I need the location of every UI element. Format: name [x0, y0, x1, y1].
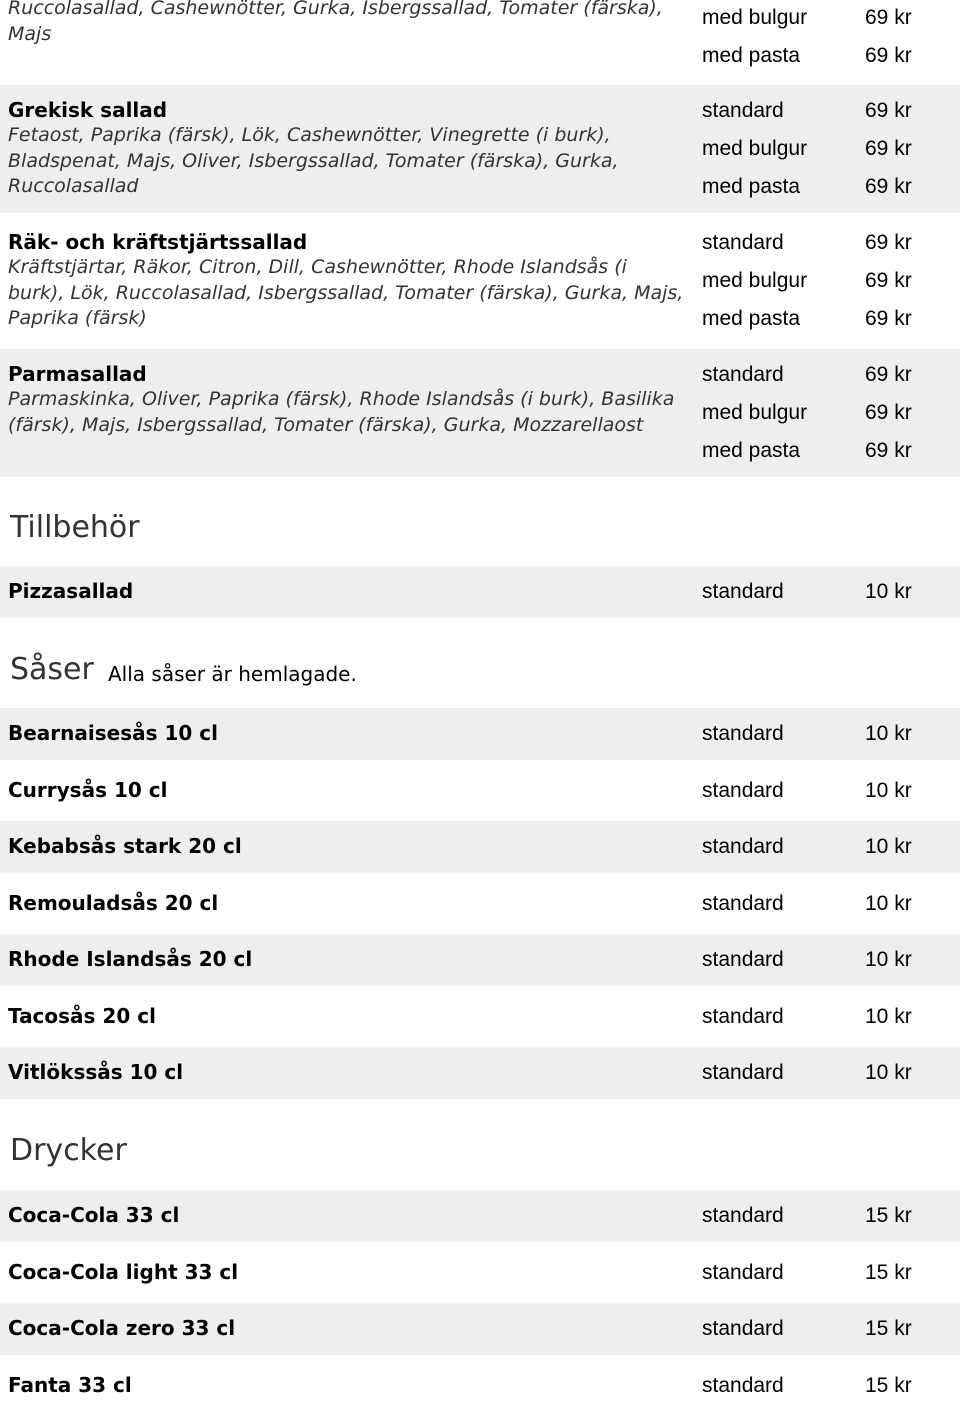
variant-option — [702, 432, 942, 470]
variant-option — [702, 1310, 942, 1348]
item-name: Fanta 33 cl — [8, 1373, 132, 1397]
variant-option — [702, 1367, 942, 1405]
variant-price: 69 kr — [865, 439, 912, 462]
variant-price: 69 kr — [865, 175, 912, 198]
variant-option — [702, 262, 942, 300]
variant-label: med bulgur — [702, 137, 808, 160]
item-name: Remouladsås 20 cl — [8, 891, 219, 915]
menu-item-salad-continued — [0, 0, 960, 78]
variant-label: med pasta — [702, 175, 801, 198]
variant-label: standard — [702, 1261, 784, 1284]
item-name: Bearnaisesås 10 cl — [8, 721, 218, 745]
variant-option — [702, 885, 942, 923]
variant-option — [702, 828, 942, 866]
variant-label: med pasta — [702, 439, 801, 462]
variant-label: standard — [702, 722, 784, 745]
variant-label: standard — [702, 948, 784, 971]
variant-label: standard — [702, 231, 784, 254]
variant-option — [702, 130, 942, 168]
item-name: Rhode Islandsås 20 cl — [8, 947, 253, 971]
item-name: Coca-Cola 33 cl — [8, 1203, 180, 1227]
variant-price: 69 kr — [865, 6, 912, 29]
variant-price: 10 kr — [865, 779, 912, 802]
section-heading-saser: Såser — [10, 652, 94, 687]
variant-label: standard — [702, 99, 784, 122]
variant-label: standard — [702, 1005, 784, 1028]
item-ingredients: Ruccolasallad, Cashewnötter, Gurka, Isbergssallad, Tomater (färska), Majs — [8, 0, 663, 45]
variant-option — [702, 1054, 942, 1092]
menu-item-sauce — [0, 991, 960, 1043]
menu-item-sauce — [0, 878, 960, 930]
item-name: Grekisk sallad — [8, 98, 168, 122]
menu-item-drink — [0, 1303, 960, 1355]
variant-price: 10 kr — [865, 580, 912, 603]
variant-option — [702, 394, 942, 432]
variant-price: 15 kr — [865, 1374, 912, 1397]
variant-price: 69 kr — [865, 137, 912, 160]
variant-label: standard — [702, 835, 784, 858]
variant-label: med bulgur — [702, 269, 808, 292]
item-ingredients: Kräftstjärtar, Räkor, Citron, Dill, Cashewnötter, Rhode Islandsås (i burk), Lök, Ruccolasallad, Isbergssallad, Tomater (färska), Gurka, Majs, Paprika (färsk) — [8, 256, 684, 329]
variant-price: 15 kr — [865, 1204, 912, 1227]
item-name: Coca-Cola light 33 cl — [8, 1260, 239, 1284]
variant-price: 69 kr — [865, 363, 912, 386]
variant-price: 69 kr — [865, 269, 912, 292]
menu-item-rak-och-kraftstjartssallad — [0, 217, 960, 345]
section-note: Alla såser är hemlagade. — [108, 662, 357, 686]
menu-item-pizzasallad — [0, 566, 960, 618]
variant-label: med bulgur — [702, 6, 808, 29]
menu-item-drink — [0, 1247, 960, 1299]
item-name: Currysås 10 cl — [8, 778, 168, 802]
item-name: Tacosås 20 cl — [8, 1004, 156, 1028]
item-ingredients: Fetaost, Paprika (färsk), Lök, Cashewnötter, Vinegrette (i burk), Bladspenat, Majs, Oliver, Isbergssallad, Tomater (färska), Gurka, Ruccolasallad — [8, 124, 619, 197]
variant-option — [702, 1197, 942, 1235]
variant-price: 69 kr — [865, 401, 912, 424]
variant-option — [702, 941, 942, 979]
variant-price: 69 kr — [865, 99, 912, 122]
variant-price: 10 kr — [865, 948, 912, 971]
variant-price: 10 kr — [865, 1061, 912, 1084]
variant-price: 69 kr — [865, 231, 912, 254]
variant-price: 15 kr — [865, 1261, 912, 1284]
section-heading-drycker: Drycker — [10, 1133, 127, 1168]
variant-option — [702, 168, 942, 206]
variant-option — [702, 224, 942, 262]
variant-price: 69 kr — [865, 307, 912, 330]
variant-price: 10 kr — [865, 835, 912, 858]
variant-option — [702, 772, 942, 810]
variant-label: standard — [702, 1204, 784, 1227]
variant-label: standard — [702, 363, 784, 386]
variant-price: 10 kr — [865, 892, 912, 915]
variant-label: standard — [702, 779, 784, 802]
menu-item-sauce — [0, 765, 960, 817]
variant-label: standard — [702, 1061, 784, 1084]
variant-option — [702, 1254, 942, 1292]
variant-label: standard — [702, 892, 784, 915]
variant-label: standard — [702, 1374, 784, 1397]
menu-item-drink — [0, 1190, 960, 1242]
variant-label: med pasta — [702, 44, 801, 67]
menu-item-sauce — [0, 1047, 960, 1099]
menu-item-sauce — [0, 708, 960, 760]
variant-option — [702, 300, 942, 338]
variant-label: med bulgur — [702, 401, 808, 424]
item-name: Parmasallad — [8, 362, 147, 386]
variant-price: 69 kr — [865, 44, 912, 67]
variant-option — [702, 356, 942, 394]
menu-item-sauce — [0, 934, 960, 986]
menu-item-parmasallad — [0, 349, 960, 477]
item-name: Coca-Cola zero 33 cl — [8, 1316, 236, 1340]
variant-price: 15 kr — [865, 1317, 912, 1340]
item-name: Räk- och kräftstjärtssallad — [8, 230, 308, 254]
variant-option — [702, 92, 942, 130]
menu-item-sauce — [0, 821, 960, 873]
item-ingredients: Parmaskinka, Oliver, Paprika (färsk), Rhode Islandsås (i burk), Basilika (färsk), Majs, Isbergssallad, Tomater (färska), Gurka, Mozzarellaost — [8, 388, 675, 436]
variant-price: 10 kr — [865, 722, 912, 745]
item-name: Vitlökssås 10 cl — [8, 1060, 184, 1084]
variant-price: 10 kr — [865, 1005, 912, 1028]
variant-option — [702, 0, 942, 37]
variant-label: standard — [702, 1317, 784, 1340]
variant-option — [702, 715, 942, 753]
variant-label: med pasta — [702, 307, 801, 330]
variant-option — [702, 37, 942, 75]
variant-label: standard — [702, 580, 784, 603]
item-name: Pizzasallad — [8, 579, 134, 603]
variant-option — [702, 998, 942, 1036]
section-heading-tillbehor: Tillbehör — [10, 510, 140, 545]
item-name: Kebabsås stark 20 cl — [8, 834, 242, 858]
menu-item-grekisk-sallad — [0, 85, 960, 213]
variant-option — [702, 573, 942, 611]
menu-item-drink — [0, 1360, 960, 1396]
